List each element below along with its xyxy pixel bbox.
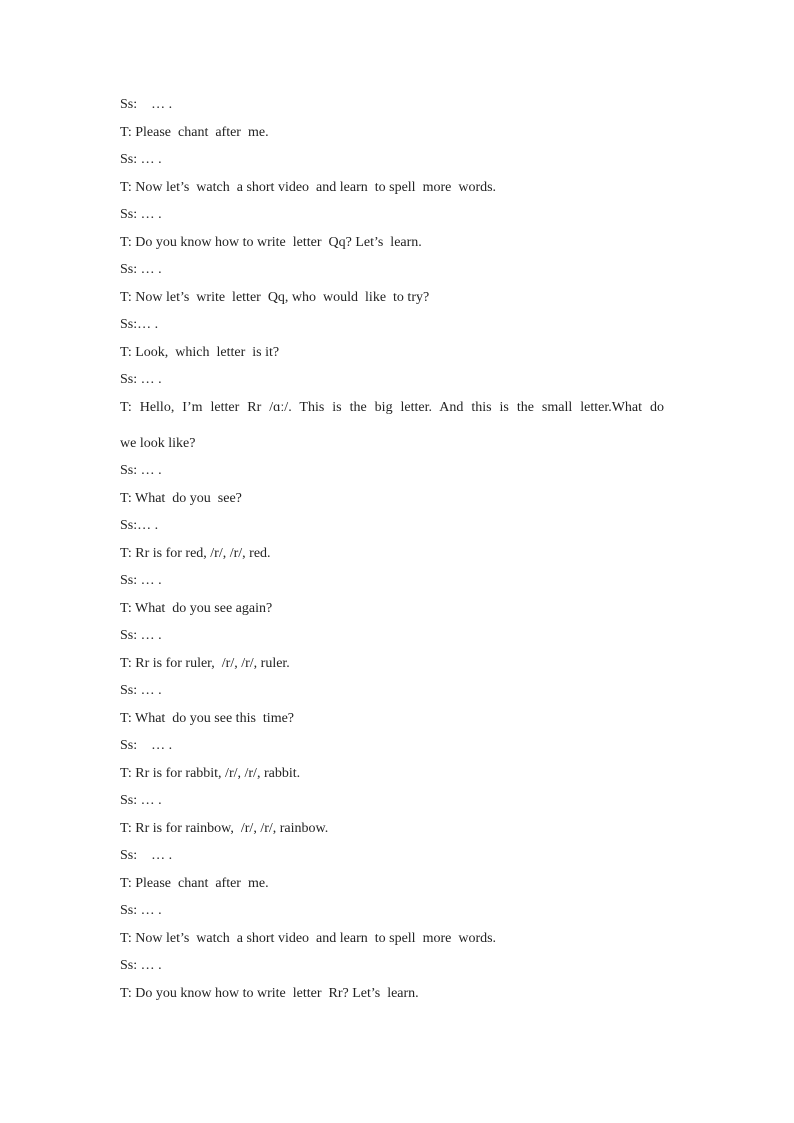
dialogue-line: T: Now let’s watch a short video and learn to spell more words. [120,930,497,946]
dialogue-line: T: Rr is for red, /r/, /r/, red. [120,545,271,561]
dialogue-transcript [120,96,664,1012]
dialogue-line: T: What do you see this time? [120,710,295,726]
dialogue-line: Ss: … . [120,372,162,387]
dialogue-line: T: Hello, I’m letter Rr /ɑː/. This is the big letter. And this is the small letter.What do [120,399,664,415]
dialogue-line: T: Do you know how to write letter Qq? Let’s learn. [120,234,422,250]
dialogue-line: Ss: … . [120,738,173,753]
dialogue-line: Ss: … . [120,207,162,222]
dialogue-line: T: Rr is for rabbit, /r/, /r/, rabbit. [120,765,301,781]
dialogue-line: Ss: … . [120,97,173,112]
dialogue-line: T: Rr is for rainbow, /r/, /r/, rainbow. [120,820,329,836]
dialogue-line: Ss: … . [120,903,162,918]
dialogue-line: Ss: … . [120,573,162,588]
dialogue-line: Ss: … . [120,683,162,698]
dialogue-line: T: Look, which letter is it? [120,344,280,360]
dialogue-line: T: Please chant after me. [120,124,269,140]
dialogue-line: T: Now let’s write letter Qq, who would like to try? [120,289,430,305]
dialogue-line: T: Rr is for ruler, /r/, /r/, ruler. [120,655,290,671]
dialogue-line: Ss: … . [120,793,162,808]
dialogue-line: Ss: … . [120,262,162,277]
dialogue-line: T: What do you see? [120,490,242,506]
dialogue-line-continuation: we look like? [120,435,196,451]
dialogue-line: Ss:… . [120,518,159,533]
dialogue-line: Ss: … . [120,848,173,863]
dialogue-line: T: Please chant after me. [120,875,269,891]
dialogue-line: Ss: … . [120,628,162,643]
dialogue-line: T: Now let’s watch a short video and learn to spell more words. [120,179,497,195]
dialogue-line: Ss: … . [120,463,162,478]
dialogue-line: T: Do you know how to write letter Rr? Let’s learn. [120,985,419,1001]
dialogue-line: Ss: … . [120,958,162,973]
dialogue-line: T: What do you see again? [120,600,273,616]
dialogue-line: Ss: … . [120,152,162,167]
dialogue-line: Ss:… . [120,317,159,332]
